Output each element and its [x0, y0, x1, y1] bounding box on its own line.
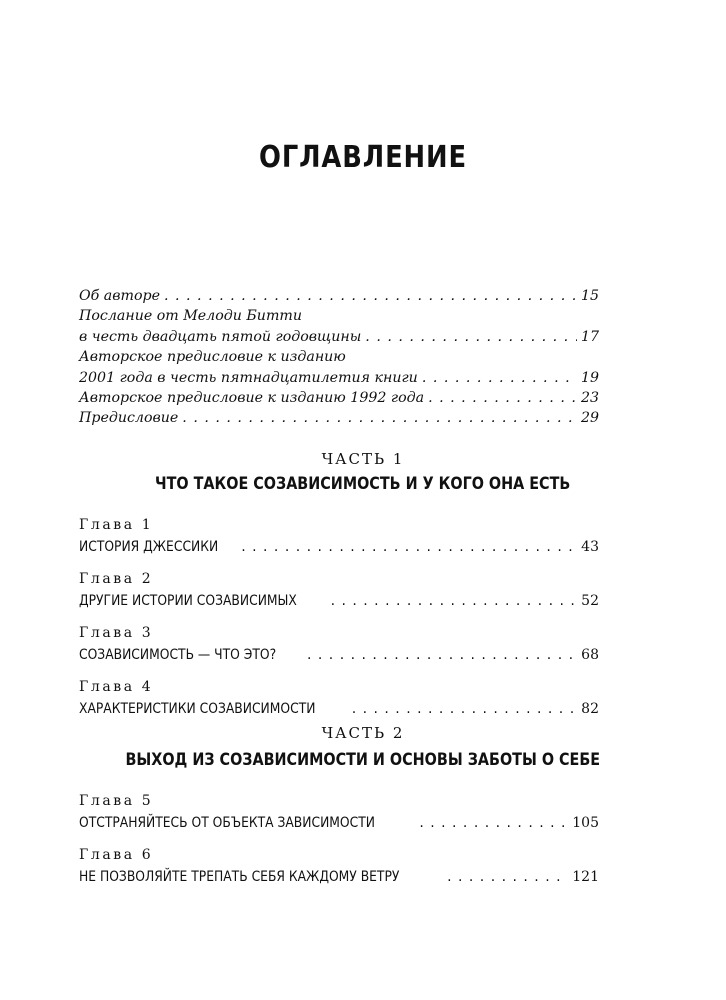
toc-entry[interactable] — [79, 286, 599, 306]
chapter-entry[interactable] — [79, 844, 599, 888]
dot-leader — [447, 866, 568, 888]
dot-leader — [164, 286, 577, 306]
chapter-label: Глава 6 — [79, 847, 154, 863]
toc-entry-title: в честь двадцать пятой годовщины — [79, 328, 362, 345]
part-label: ЧАСТЬ 1 — [321, 450, 405, 468]
toc-entry-title: Предисловие — [79, 410, 179, 427]
chapter-title: СОЗАВИСИМОСТЬ — ЧТО ЭТО? — [79, 647, 277, 663]
part-title: ЧТО ТАКОЕ СОЗАВИСИМОСТЬ И У КОГО ОНА ЕСТЬ — [155, 474, 571, 493]
dot-leader — [352, 698, 577, 720]
toc-entry-title: Авторское предисловие к изданию — [79, 349, 346, 366]
chapter-title: ДРУГИЕ ИСТОРИИ СОЗАВИСИМЫХ — [79, 593, 297, 609]
page-number: 121 — [572, 869, 599, 885]
part-label: ЧАСТЬ 2 — [321, 724, 405, 742]
page-number: 82 — [581, 701, 599, 717]
dot-leader — [182, 408, 577, 428]
chapter-label: Глава 3 — [79, 625, 154, 641]
page-number: 19 — [580, 369, 599, 386]
part-title: ВЫХОД ИЗ СОЗАВИСИМОСТИ И ОСНОВЫ ЗАБОТЫ О СЕБЕ — [125, 750, 601, 769]
toc-entry-title: Об авторе — [79, 288, 160, 304]
page-number: 29 — [580, 410, 599, 427]
page-title: ОГЛАВЛЕНИЕ — [259, 140, 467, 175]
page-number: 23 — [580, 390, 599, 407]
toc-entry-title: 2001 года в честь пятнадцатилетия книги — [79, 369, 418, 386]
front-matter-list — [79, 286, 599, 429]
chapter-entry[interactable] — [79, 622, 599, 666]
toc-entry[interactable] — [79, 306, 599, 347]
chapter-label: Глава 5 — [79, 793, 154, 809]
page-number: 52 — [581, 593, 599, 609]
chapter-list — [79, 514, 599, 730]
dot-leader — [422, 368, 577, 388]
chapter-title: ИСТОРИЯ ДЖЕССИКИ — [79, 539, 219, 555]
dot-leader — [331, 590, 577, 612]
chapter-label: Глава 1 — [79, 517, 154, 533]
dot-leader — [365, 327, 577, 347]
chapter-label: Глава 2 — [79, 571, 154, 587]
dot-leader — [419, 812, 568, 834]
dot-leader — [428, 388, 577, 408]
toc-entry[interactable] — [79, 347, 599, 388]
toc-entry-title: Послание от Мелоди Битти — [79, 308, 302, 325]
toc-entry[interactable] — [79, 408, 599, 428]
chapter-title: ХАРАКТЕРИСТИКИ СОЗАВИСИМОСТИ — [79, 701, 316, 717]
page-number: 17 — [580, 328, 599, 345]
chapter-title: ОТСТРАНЯЙТЕСЬ ОТ ОБЪЕКТА ЗАВИСИМОСТИ — [79, 815, 375, 831]
toc-entry-title: Авторское предисловие к изданию 1992 года — [79, 390, 425, 407]
page-number: 15 — [580, 288, 599, 304]
page-number: 68 — [581, 647, 599, 663]
chapter-entry[interactable] — [79, 568, 599, 612]
chapter-label: Глава 4 — [79, 679, 154, 695]
chapter-entry[interactable] — [79, 790, 599, 834]
page-number: 43 — [581, 539, 599, 555]
dot-leader — [307, 644, 577, 666]
dot-leader — [241, 536, 577, 558]
chapter-title: НЕ ПОЗВОЛЯЙТЕ ТРЕПАТЬ СЕБЯ КАЖДОМУ ВЕТРУ — [79, 869, 400, 885]
chapter-list — [79, 790, 599, 898]
page-number: 105 — [572, 815, 599, 831]
chapter-entry[interactable] — [79, 676, 599, 720]
toc-entry[interactable] — [79, 388, 599, 408]
chapter-entry[interactable] — [79, 514, 599, 558]
